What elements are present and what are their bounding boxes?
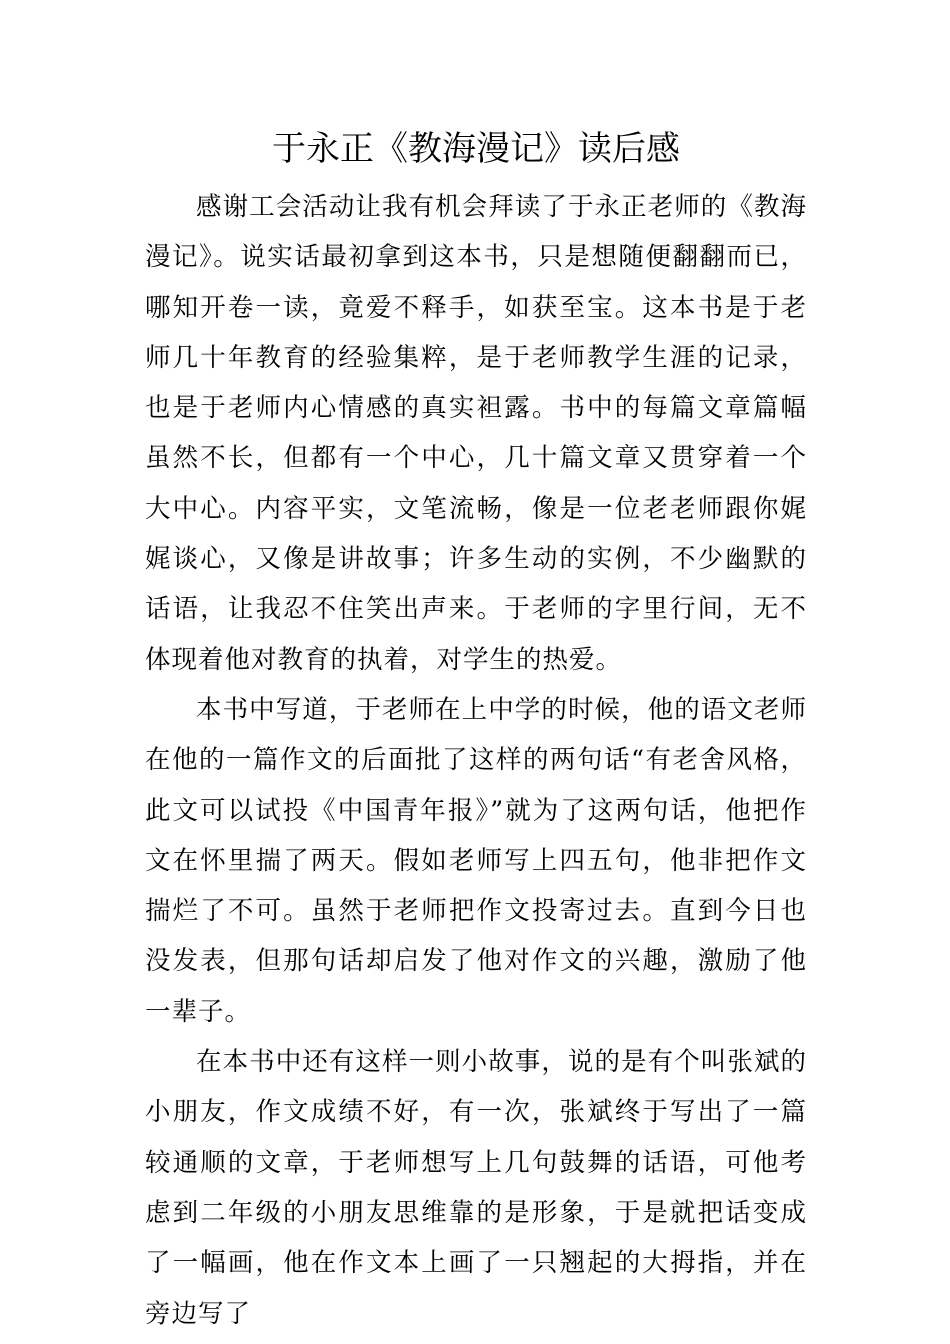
- paragraph-2: 本书中写道，于老师在上中学的时候，他的语文老师在他的一篇作文的后面批了这样的两句话“有老舍风格，此文可以试投《中国青年报》”就为了这两句话，他把作文在怀里揣了两天。假如老师写上四五句，他非把作文揣烂了不可。虽然于老师把作文投寄过去。直到今日也没发表，但那句话却启发了他对作文的兴趣，激励了他一辈子。: [145, 694, 807, 1027]
- paragraph-3: 在本书中还有这样一则小故事，说的是有个叫张斌的小朋友，作文成绩不好，有一次，张斌终于写出了一篇较通顺的文章，于老师想写上几句鼓舞的话语，可他考虑到二年级的小朋友思维靠的是形象，于是就把话变成了一幅画，他在作文本上画了一只翘起的大拇指，并在旁边写了: [145, 1047, 807, 1329]
- document-page: [145, 122, 807, 1339]
- paragraph-1: 感谢工会活动让我有机会拜读了于永正老师的《教海漫记》。说实话最初拿到这本书，只是想随便翻翻而已，哪知开卷一读，竟爱不释手，如获至宝。这本书是于老师几十年教育的经验集粹，是于老师教学生涯的记录，也是于老师内心情感的真实袒露。书中的每篇文章篇幅虽然不长，但都有一个中心，几十篇文章又贯穿着一个大中心。内容平实，文笔流畅，像是一位老老师跟你娓娓谈心，又像是讲故事；许多生动的实例，不少幽默的话语，让我忍不住笑出声来。于老师的字里行间，无不体现着他对教育的执着，对学生的热爱。: [145, 192, 807, 675]
- document-title: 于永正《教海漫记》读后感: [272, 129, 680, 169]
